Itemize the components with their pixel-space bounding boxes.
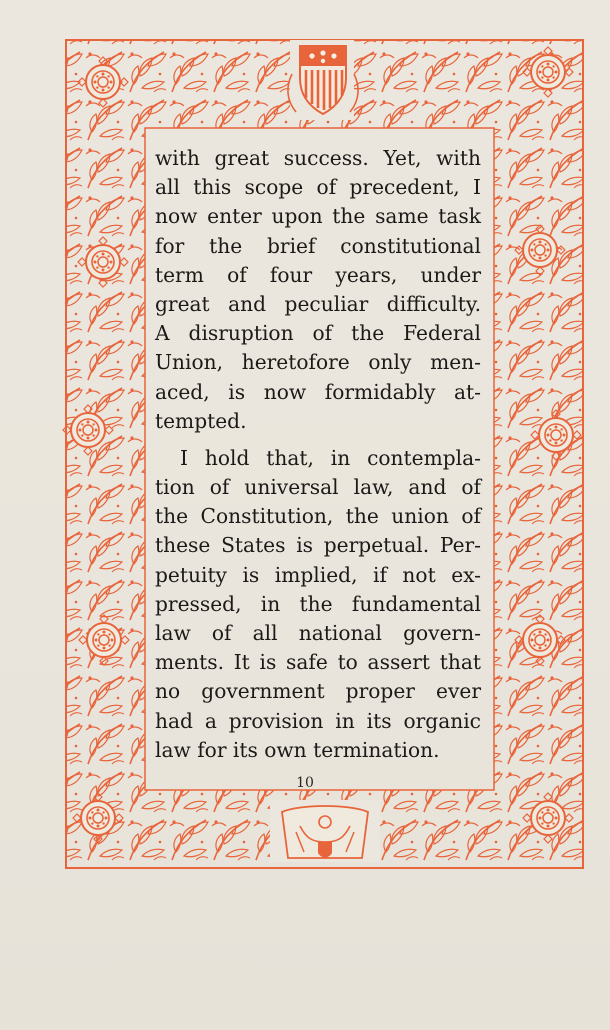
text-line: now enter upon the same task xyxy=(155,204,481,229)
text-line: term of four years, under xyxy=(155,262,481,287)
text-line: aced, is now formidably at- xyxy=(155,379,481,404)
text-line: law for its own termination. xyxy=(155,737,440,762)
text-line: I hold that, in contempla- xyxy=(180,445,481,470)
text-line: petuity is implied, if not ex- xyxy=(155,562,481,587)
text-line: law of all national govern- xyxy=(155,621,481,645)
paragraph-gap xyxy=(155,436,481,444)
shield-icon xyxy=(288,40,358,120)
text-line: tion of universal law, and of xyxy=(155,475,481,500)
text-line: tempted. xyxy=(155,408,247,433)
text-line: all this scope of precedent, I xyxy=(155,175,481,200)
text-line: with great success. Yet, with xyxy=(155,146,481,170)
text-line: Union, heretofore only men- xyxy=(155,350,481,375)
text-line: for the brief constitutional xyxy=(155,233,481,258)
eagle-icon xyxy=(270,800,380,862)
text-line: the Constitution, the union of xyxy=(155,504,481,529)
paragraph xyxy=(155,144,481,436)
body-text xyxy=(155,144,481,765)
text-line: no government proper ever xyxy=(155,679,481,704)
text-line: pressed, in the fundamental xyxy=(155,591,481,616)
text-line: ments. It is safe to assert that xyxy=(155,650,481,675)
text-line: A disruption of the Federal xyxy=(155,321,481,346)
text-line: had a provision in its organic xyxy=(155,708,481,733)
text-line: these States is perpetual. Per- xyxy=(155,533,481,558)
paragraph xyxy=(155,444,481,765)
text-line: great and peculiar difficulty. xyxy=(155,291,481,316)
page-number: 10 xyxy=(296,775,314,791)
